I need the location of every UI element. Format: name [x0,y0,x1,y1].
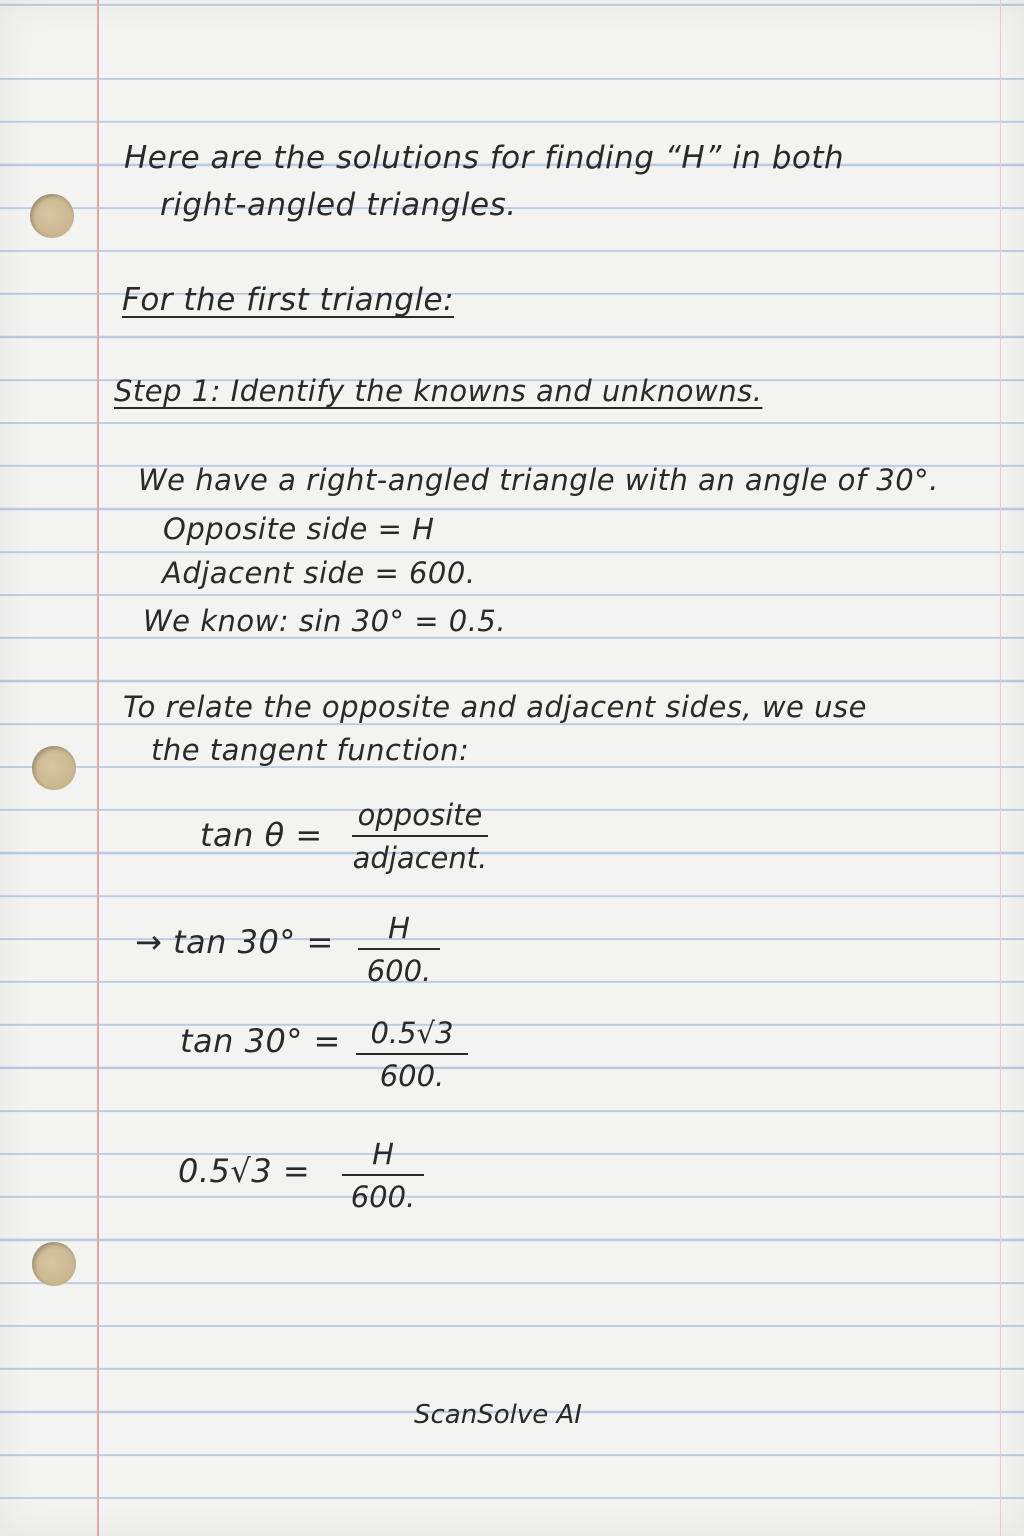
step-1-line: Adjacent side = 600. [162,556,476,590]
punch-hole [30,194,74,238]
fraction-bar [352,835,488,837]
numerator: H [388,911,410,945]
fraction-bar [356,1053,468,1055]
step-1-line: We have a right-angled triangle with an angle of 30°. [138,463,939,497]
intro-line-2: right-angled triangles. [160,187,517,223]
equation-3-fraction [356,1016,468,1093]
step-1-title: Step 1: Identify the knowns and unknowns. [114,374,763,408]
equation-3-lhs: tan 30° = [180,1022,341,1060]
equation-1-fraction [352,798,488,875]
step-1-line: We know: sin 30° = 0.5. [143,604,507,638]
right-margin-line [1000,0,1001,1536]
relation-line-1: To relate the opposite and adjacent sides, we use [123,690,867,724]
equation-2-lhs: → tan 30° = [135,923,334,961]
numerator: 0.5√3 [370,1016,454,1050]
punch-hole [32,746,76,790]
equation-4-fraction [342,1137,424,1214]
numerator: H [372,1137,394,1171]
relation-line-2: the tangent function: [151,733,470,767]
equation-1-lhs: tan θ = [200,816,323,854]
margin-line [97,0,99,1536]
denominator: 600. [379,1059,445,1093]
intro-line-1: Here are the solutions for finding “H” in both [124,140,845,176]
section-title: For the first triangle: [122,282,455,318]
equation-2-fraction [358,911,440,988]
step-1-line: Opposite side = H [163,512,435,546]
equation-4-lhs: 0.5√3 = [178,1152,311,1190]
punch-hole [32,1242,76,1286]
numerator: opposite [357,798,483,832]
fraction-bar [358,948,440,950]
denominator: 600. [350,1180,416,1214]
fraction-bar [342,1174,424,1176]
denominator: 600. [366,954,432,988]
denominator: adjacent. [352,841,488,875]
footer-credit: ScanSolve AI [414,1400,582,1430]
